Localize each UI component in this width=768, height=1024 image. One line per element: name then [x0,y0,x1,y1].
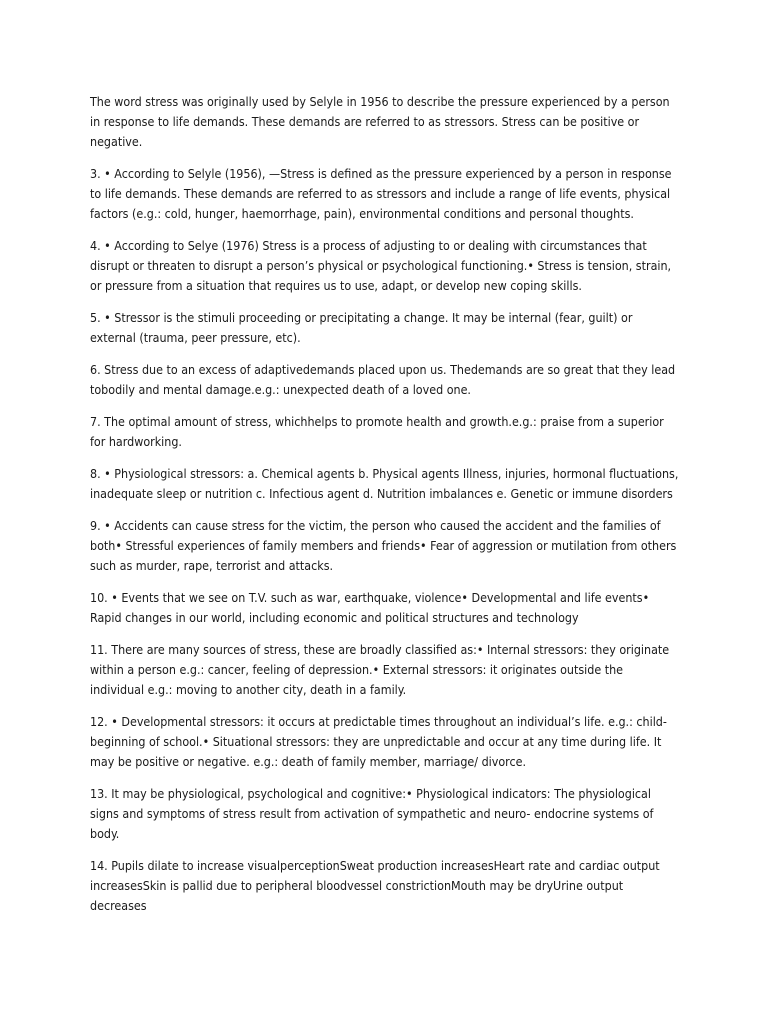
paragraph-intro: The word stress was originally used by Selyle in 1956 to describe the pressure experienced by a person in response to life demands. These demands are referred to as stressors. Stress can be positive or negative. [90,94,670,149]
paragraph-11: 11. There are many sources of stress, these are broadly classified as:• Internal stressors: they originate within a person e.g.: cancer, feeling of depression.• External stressors: it originates outside the individual e.g.: moving to another city, death in a family. [90,642,670,697]
document-body [90,92,680,928]
paragraph-5: 5. • Stressor is the stimuli proceeding or precipitating a change. It may be internal (fear, guilt) or external (trauma, peer pressure, etc). [90,310,633,345]
paragraph-14: 14. Pupils dilate to increase visualperceptionSweat production increasesHeart rate and cardiac output increasesSkin is pallid due to peripheral bloodvessel constrictionMouth may be dryUrine output decreases [90,858,660,913]
paragraph-13: 13. It may be physiological, psychological and cognitive:• Physiological indicators: The physiological signs and symptoms of stress result from activation of sympathetic and neuro- endocrine systems of body. [90,786,654,841]
paragraph-4: 4. • According to Selye (1976) Stress is a process of adjusting to or dealing with circumstances that disrupt or threaten to disrupt a person’s physical or psychological functioning.• Stress is tension, strain, or pressure from a situation that requires us to use, adapt, or develop new coping skills. [90,238,672,293]
paragraph-7: 7. The optimal amount of stress, whichhelps to promote health and growth.e.g.: praise from a superior for hardworking. [90,414,664,449]
paragraph-12: 12. • Developmental stressors: it occurs at predictable times throughout an individual’s life. e.g.: child-beginning of school.• Situational stressors: they are unpredictable and occur at any time during life. It may be positive or negative. e.g.: death of family member, marriage/ divorce. [90,714,667,769]
paragraph-8: 8. • Physiological stressors: a. Chemical agents b. Physical agents Illness, injuries, hormonal fluctuations, inadequate sleep or nutrition c. Infectious agent d. Nutrition imbalances e. Genetic or immune disorders [90,466,679,501]
paragraph-3: 3. • According to Selyle (1956), —Stress is defined as the pressure experienced by a person in response to life demands. These demands are referred to as stressors and include a range of life events, physical factors (e.g.: cold, hunger, haemorrhage, pain), environmental conditions and personal thoughts. [90,166,672,221]
paragraph-9: 9. • Accidents can cause stress for the victim, the person who caused the accident and the families of both• Stressful experiences of family members and friends• Fear of aggression or mutilation from others such as murder, rape, terrorist and attacks. [90,518,677,573]
paragraph-10: 10. • Events that we see on T.V. such as war, earthquake, violence• Developmental and life events• Rapid changes in our world, including economic and political structures and technology [90,590,650,625]
paragraph-6: 6. Stress due to an excess of adaptivedemands placed upon us. Thedemands are so great that they lead tobodily and mental damage.e.g.: unexpected death of a loved one. [90,362,676,397]
